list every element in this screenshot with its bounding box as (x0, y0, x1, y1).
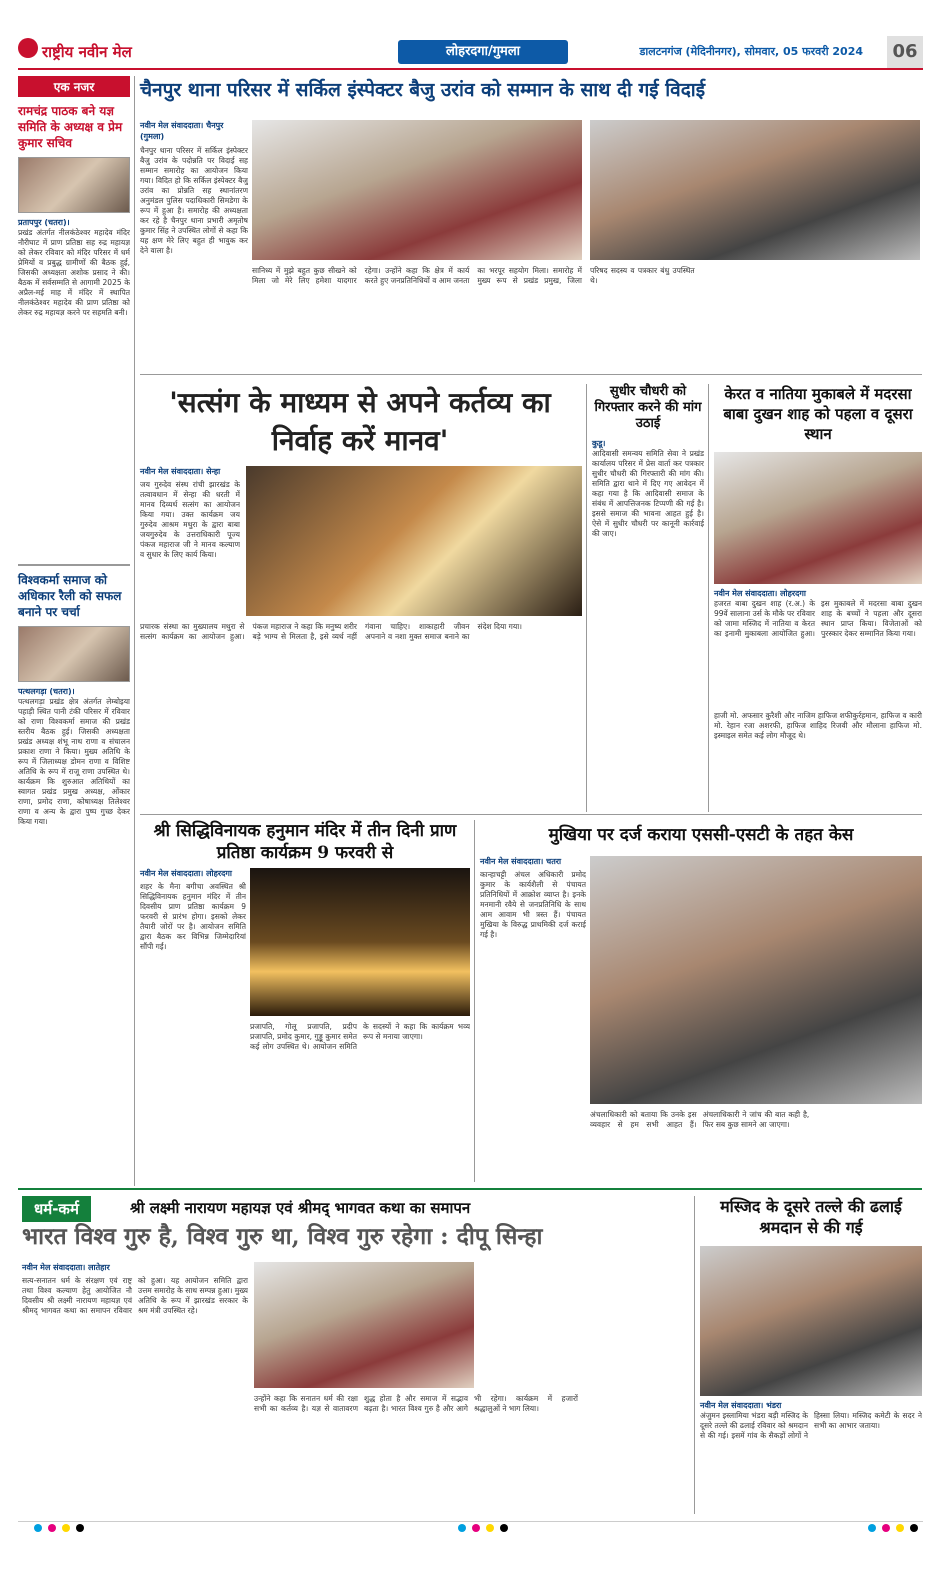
sidebar-story2-photo (18, 626, 130, 682)
satsang-photo (246, 466, 582, 616)
masjid-headline: मस्जिद के दूसरे तल्ले की ढलाई श्रमदान से की गई (720, 1197, 902, 1237)
lead-photo-second (590, 120, 920, 260)
dateline: डालटनगंज (मेदिनीनगर), सोमवार, 05 फरवरी 2024 (639, 45, 863, 58)
sidebar-divider (18, 564, 130, 566)
masthead: राष्ट्रीय नवीन मेल (42, 43, 132, 61)
dharm-body-continued: उन्होंने कहा कि सनातन धर्म की रक्षा सभी का कर्तव्य है। यज्ञ से वातावरण शुद्ध होता है और समाज में सद्भाव बढ़ता है। भारत विश्व गुरु है और आगे भी रहेगा। कार्यक्रम में हजारों श्रद्धालुओं ने भाग लिया। (254, 1394, 578, 1413)
masjid-byline: नवीन मेल संवाददाता। भंडरा (700, 1401, 782, 1410)
sudhir-story (592, 384, 704, 799)
satsang-body: जय गुरुदेव संस्थ रांची झारखंड के तत्वावधान में सेन्हा की धरती में मानव दिव्यर्थ सत्संग का आयोजन किया गया। उक्त कार्यक्रम जय गुरुदेव आश्रम मथुरा के द्वारा बाबा जयगुरुदेव के उत्तराधिकारी पूज्य पंकज महाराज जी ने मानव कल्याण व सुधार के लिए कार्य किया। (140, 480, 240, 559)
registration-mark-icon (62, 1524, 70, 1532)
lead-byline: नवीन मेल संवाददाता। चैनपुर (गुमला) (140, 121, 224, 141)
mukhiya-body: कान्हाचट्टी अंचल अधिकारी प्रमोद कुमार के कार्यशैली से पंचायत प्रतिनिधियों में आक्रोश व्याप्त है। इनके मनमानी रवैये से जनप्रतिनिधि के साथ आम आवाम भी त्रस्त हैं। पंचायत मुखिया के विरुद्ध प्राथमिकी दर्ज कराई गई है। (480, 870, 586, 939)
mukhiya-byline: नवीन मेल संवाददाता। चतरा (480, 857, 562, 866)
hanuman-byline: नवीन मेल संवाददाता। लोहरदगा (140, 869, 232, 878)
middle-rule (140, 814, 922, 815)
lead-photo-main (252, 120, 582, 260)
mukhiya-headline: मुखिया पर दर्ज कराया एससी-एसटी के तहत केस (548, 825, 854, 845)
masjid-left-rule (694, 1196, 695, 1514)
satsang-byline: नवीन मेल संवाददाता। सेन्हा (140, 467, 221, 476)
page-number: 06 (887, 36, 923, 68)
sidebar-story1-photo (18, 157, 130, 213)
dharm-kicker: श्री लक्ष्मी नारायण महायज्ञ एवं श्रीमद् भागवत कथा का समापन (130, 1199, 471, 1217)
lead-headline: चैनपुर थाना परिसर में सर्किल इंस्पेक्टर बैजु उरांव को सम्मान के साथ दी गई विदाई (140, 79, 706, 101)
masjid-photo (700, 1246, 922, 1396)
sidebar (18, 76, 130, 1186)
registration-mark-icon (896, 1524, 904, 1532)
sudhir-dateline: कुडू। (592, 439, 606, 448)
madrasa-story (714, 384, 922, 771)
sudhir-body: आदिवासी समन्वय समिति सेवा ने प्रखंड कार्यालय परिसर में प्रेस वार्ता कर पत्रकार सुधीर चौधरी की गिरफ्तारी की मांग की। समिति द्वारा थाने में दिए गए आवेदन में कहा गया है कि आदिवासी समाज के संबंध में आपत्तिजनक टिप्पणी की गई है। इससे समाज की भावना आहत हुई है। ऐसे में सुधीर चौधरी पर कानूनी कार्रवाई की जाए। (592, 449, 704, 538)
satsang-text-col (140, 466, 240, 628)
registration-mark-icon (48, 1524, 56, 1532)
edition-label: लोहरदगा/गुमला (398, 40, 568, 64)
lead-text-col1 (140, 120, 248, 386)
mukhiya-body-continued: अंचलाधिकारी को बताया कि उनके इस व्यवहार से हम सभी आहत हैं। अंचलाधिकारी ने जांच की बात कही है, फिर सब कुछ सामने आ जाएगा। (590, 1110, 810, 1129)
satsang-body-continued: प्रचारक संस्था का मुख्यालय मथुरा से सत्संग कार्यक्रम का आयोजन हुआ। पंकज महाराज ने कहा कि मनुष्य शरीर बड़े भाग्य से मिलता है, इसे व्यर्थ नहीं गंवाना चाहिए। शाकाहारी जीवन अपनाने व नशा मुक्त समाज बनाने का संदेश दिया गया। (140, 622, 522, 641)
page-header (18, 36, 923, 70)
sidebar-story1-body: प्रखंड अंतर्गत नीलकंठेश्वर महादेव मंदिर नौरीघाट में प्राण प्रतिष्ठा सह रुद्र महायज्ञ को लेकर रविवार को मंदिर परिसर में धर्म प्रेमियों व प्रबुद्ध ग्रामीणों की बैठक हुई, जिसकी अध्यक्षता अशोक प्रसाद ने की। बैठक में सर्वसम्मति से आगामी 2025 के अप्रैल-मई माह में मंदिर में स्थापित नीलकंठेश्वर महादेव की प्राण प्रतिष्ठा को लेकर रुद्र महायज्ञ करने पर सहमति बनी। (18, 228, 130, 317)
registration-mark-icon (76, 1524, 84, 1532)
registration-mark-icon (910, 1524, 918, 1532)
satsang-right-rule (586, 384, 587, 812)
ek-nazar-tag: एक नजर (18, 76, 130, 97)
madrasa-headline: केरत व नातिया मुकाबले में मदरसा बाबा दुखन शाह को पहला व दूसरा स्थान (723, 385, 913, 443)
registration-mark-icon (882, 1524, 890, 1532)
dharm-headline: भारत विश्व गुरु है, विश्व गुरु था, विश्व गुरु रहेगा : दीपू सिन्हा (22, 1223, 543, 1250)
lead-bottom-rule (140, 374, 922, 375)
hanuman-body: शहर के मैना बगीचा अवस्थित श्री सिद्धिविनायक हनुमान मंदिर में तीन दिवसीय प्राण प्रतिष्ठा कार्यक्रम 9 फरवरी से प्रारंभ होगा। इसको लेकर तैयारी जोरों पर है। आयोजन समिति द्वारा बैठक कर विभिन्न जिम्मेदारियां सौंपी गईं। (140, 882, 246, 951)
hanuman-body-continued: प्रजापति, गोलू प्रजापति, प्रदीप प्रजापति, प्रमोद कुमार, गुड्डू कुमार समेत कई लोग उपस्थित थे। आयोजन समिति के सदस्यों ने कहा कि कार्यक्रम भव्य रूप से मनाया जाएगा। (250, 1022, 470, 1051)
madrasa-byline: नवीन मेल संवाददाता। लोहरदगा (714, 589, 806, 598)
lead-story (140, 78, 922, 102)
lead-body-continued: सानिध्य में मुझे बहुत कुछ सीखने को मिला जो मेरे लिए हमेशा यादगार रहेगा। उन्होंने कहा कि क्षेत्र में कार्य करते हुए जनप्रतिनिधियों व आम जनता का भरपूर सहयोग मिला। समारोह में मुख्य रूप से प्रखंड प्रमुख, जिला परिषद सदस्य व पत्रकार बंधु उपस्थित थे। (252, 266, 695, 285)
madrasa-body-continued: हाजी मो. अफसार कुरैशी और नाजिम हाफिज शफीकुर्रहमान, हाफिज व कारी मो. रेहान रजा अशरफी, हाफिज शाहिद रिजवी और मौलाना हाफिज मो. इस्माइल समेत कई लोग मौजूद थे। (714, 711, 922, 740)
dharm-byline: नवीन मेल संवाददाता। लातेहार (22, 1263, 110, 1272)
dharm-text-col (22, 1262, 248, 1524)
sidebar-story2-dateline: पत्थलगड़ा (चतरा)। (18, 687, 75, 696)
registration-mark-icon (472, 1524, 480, 1532)
registration-mark-icon (868, 1524, 876, 1532)
registration-mark-icon (458, 1524, 466, 1532)
registration-mark-icon (34, 1524, 42, 1532)
sidebar-story1-dateline: प्रतापपुर (चतरा)। (18, 218, 70, 227)
dharm-body: सत्य-सनातन धर्म के संरक्षण एवं राष्ट्र तथा विश्व कल्याण हेतु आयोजित नौ दिवसीय श्री लक्ष्मी नारायण महायज्ञ एवं श्रीमद् भागवत कथा का समापन रविवार को हुआ। यह आयोजन समिति द्वारा उत्तम समारोह के साथ सम्पन्न हुआ। मुख्य अतिथि के रूप में झारखंड सरकार के श्रम मंत्री उपस्थित रहे। (22, 1276, 248, 1315)
sidebar-story2-headline: विश्वकर्मा समाज को अधिकार रैली को सफल बनाने पर चर्चा (18, 573, 122, 619)
lead-body: चैनपुर थाना परिसर में सर्किल इंस्पेक्टर बैजु उरांव के पदोन्नति पर विदाई सह सम्मान समारोह का आयोजन किया गया। विदित हो कि सर्किल इंस्पेक्टर बैजु उरांव का प्रोन्नति सह स्थानांतरण अनुमंडल पुलिस पदाधिकारी सिमडेगा के रूप में हुआ है। समारोह की अध्यक्षता कर रहे है चैनपुर थाना प्रभारी अमृतोष कुमार सिंह ने उपस्थित लोगों से कहा कि यह क्षण मेरे लिए बहुत ही भावुक कर देने वाला है। (140, 146, 248, 255)
madrasa-photo (714, 452, 922, 584)
hanuman-temple-photo (250, 868, 470, 1016)
registration-mark-icon (486, 1524, 494, 1532)
masjid-story (700, 1196, 922, 1501)
dharm-karm-tag: धर्म-कर्म (22, 1196, 91, 1222)
page-footer (18, 1521, 923, 1531)
sudhir-headline: सुधीर चौधरी को गिरफ्तार करने की मांग उठाई (594, 384, 702, 431)
satsang-headline: 'सत्संग के माध्यम से अपने कर्तव्य का निर्वाह करें मानव' (169, 386, 551, 457)
hanuman-right-rule (474, 820, 475, 1182)
dharm-photo (254, 1262, 474, 1388)
masjid-body: अंजुमन इस्लामिया भंडरा बड़ी मस्जिद के दूसरे तल्ले की ढलाई रविवार को श्रमदान से की गई। इसमें गांव के सैकड़ों लोगों ने हिस्सा लिया। मस्जिद कमेटी के सदर ने सभी का आभार जताया। (700, 1411, 922, 1440)
hanuman-text-col (140, 868, 246, 1192)
sidebar-story2-body: पत्थलगड़ा प्रखंड क्षेत्र अंतर्गत लेम्बोइया पहाड़ी स्थित पानी टंकी परिसर में रविवार को राणा विश्वकर्मा समाज की प्रखंड स्तरीय बैठक हुई। जिसकी अध्यक्षता प्रखंड अध्यक्ष शंभू नाथ राणा व संचालन प्रकाश राणा ने किया। मुख्य अतिथि के रूप में जिलाध्यक्ष डोमन राणा व विशिष्ट अतिथि के रूप में राजू राणा उपस्थित थे। कार्यक्रम कि शुरुआत अतिथियों का स्वागत प्रखंड प्रमुख अध्यक्ष, ओंकार राणा, प्रमोद राणा, कोषाध्यक्ष तिलेश्वर राणा व अन्य के द्वारा पुष्प गुच्छ देकर किया गया। (18, 697, 130, 826)
madrasa-body: हजरत बाबा दुखन शाह (र.अ.) के 99वें सालाना उर्स के मौके पर रविवार को जामा मस्जिद में नातिया व केरत का इनामी मुकाबला आयोजित हुआ। इस मुकाबले में मदरसा बाबा दुखन शाह के बच्चों ने पहला और दूसरा स्थान प्राप्त किया। विजेताओं को पुरस्कार देकर सम्मानित किया गया। (714, 599, 922, 638)
masthead-logo-icon (18, 38, 38, 58)
sudhir-right-rule (708, 384, 709, 812)
sidebar-column-rule (134, 76, 135, 1186)
hanuman-headline: श्री सिद्धिविनायक हनुमान मंदिर में तीन दिनी प्राण प्रतिष्ठा कार्यक्रम 9 फरवरी से (153, 821, 457, 863)
mukhiya-photo (590, 856, 922, 1104)
dharm-section-rule (18, 1188, 922, 1190)
sidebar-story1-headline: रामचंद्र पाठक बने यज्ञ समिति के अध्यक्ष व प्रेम कुमार सचिव (18, 104, 123, 150)
registration-mark-icon (500, 1524, 508, 1532)
mukhiya-text-col (480, 856, 586, 1180)
